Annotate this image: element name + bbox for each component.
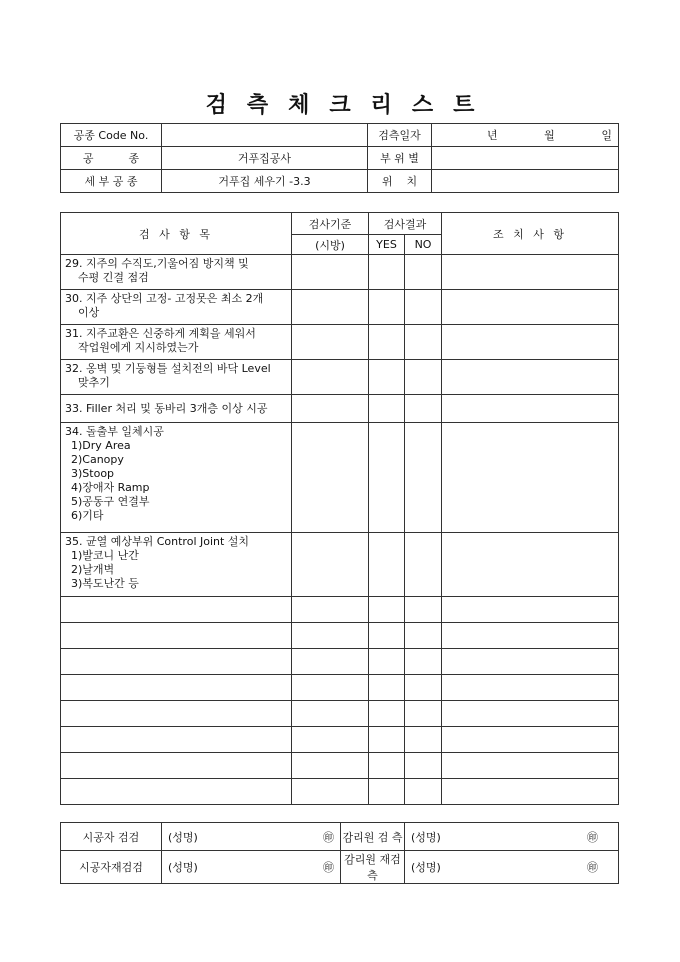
table-row: [61, 395, 619, 423]
type-label: 공 종: [61, 147, 162, 170]
title-char: 크: [329, 92, 351, 118]
code-value[interactable]: [162, 124, 368, 147]
no-cell[interactable]: [405, 533, 442, 597]
no-cell[interactable]: [405, 701, 442, 727]
col-standard-subheader: (시방): [292, 235, 369, 255]
no-cell[interactable]: [405, 779, 442, 805]
standard-cell[interactable]: [292, 325, 369, 360]
action-cell[interactable]: [442, 727, 619, 753]
checklist-table: [60, 212, 619, 805]
subtype-value[interactable]: 거푸집 세우기 -3.3: [162, 170, 368, 193]
col-no-header: NO: [405, 235, 442, 255]
title-char: 측: [246, 92, 269, 118]
standard-cell[interactable]: [292, 623, 369, 649]
table-row: [61, 753, 619, 779]
table-row: [61, 423, 619, 533]
item-subtext: 1)발코니 난간: [71, 549, 139, 562]
seal-icon: ㊞: [587, 861, 598, 874]
action-cell[interactable]: [442, 675, 619, 701]
date-year-label: 년: [487, 129, 498, 142]
yes-cell[interactable]: [369, 597, 405, 623]
no-cell[interactable]: [405, 255, 442, 290]
contractor-check-signature[interactable]: [162, 823, 341, 851]
title-char: 검: [205, 92, 227, 118]
date-label: 검측일자: [368, 124, 432, 147]
page-title: [0, 88, 680, 119]
no-cell[interactable]: [405, 675, 442, 701]
item-subtext: 작업원에게 지시하였는가: [78, 341, 199, 354]
item-cell[interactable]: [61, 753, 292, 779]
no-cell[interactable]: [405, 597, 442, 623]
standard-cell[interactable]: [292, 675, 369, 701]
item-subtext: 맞추기: [78, 376, 110, 389]
item-text: 33. Filler 처리 및 동바리 3개층 이상 시공: [65, 401, 268, 415]
item-subtext: 3)복도난간 등: [71, 577, 139, 590]
action-cell[interactable]: [442, 649, 619, 675]
standard-cell[interactable]: [292, 533, 369, 597]
date-value[interactable]: [432, 124, 619, 147]
item-cell: [61, 360, 292, 395]
table-row: [61, 597, 619, 623]
item-text: 34. 돌출부 일체시공: [65, 425, 164, 438]
item-subtext: 5)공동구 연결부: [71, 495, 150, 508]
supervisor-recheck-signature[interactable]: [405, 851, 619, 884]
standard-cell[interactable]: [292, 423, 369, 533]
item-cell: [61, 423, 292, 533]
table-row: [61, 727, 619, 753]
item-cell[interactable]: [61, 727, 292, 753]
col-yes-header: YES: [369, 235, 405, 255]
item-cell: [61, 290, 292, 325]
table-row: [61, 701, 619, 727]
contractor-recheck-signature[interactable]: [162, 851, 341, 884]
supervisor-check-label: 감리원 검 측: [341, 823, 405, 851]
standard-cell[interactable]: [292, 290, 369, 325]
title-char: 트: [453, 92, 475, 118]
standard-cell[interactable]: [292, 395, 369, 423]
item-cell: [61, 533, 292, 597]
supervisor-recheck-label: 감리원 재검측: [341, 851, 405, 884]
no-cell[interactable]: [405, 290, 442, 325]
item-subtext: 1)Dry Area: [71, 439, 131, 452]
seal-icon: ㊞: [323, 830, 334, 844]
part-value[interactable]: [432, 147, 619, 170]
action-cell[interactable]: [442, 325, 619, 360]
yes-cell[interactable]: [369, 779, 405, 805]
item-cell: [61, 255, 292, 290]
title-char: 스: [411, 92, 434, 118]
item-text: 29. 지주의 수직도,기울어짐 방지책 및: [65, 257, 249, 270]
item-cell[interactable]: [61, 597, 292, 623]
no-cell[interactable]: [405, 360, 442, 395]
table-row: [61, 623, 619, 649]
item-text: 31. 지주교환은 신중하게 계획을 세워서: [65, 327, 256, 340]
item-text: 32. 옹벽 및 기둥형틀 설치전의 바닥 Level: [65, 362, 271, 375]
action-cell[interactable]: [442, 623, 619, 649]
type-value[interactable]: 거푸집공사: [162, 147, 368, 170]
table-row: [61, 675, 619, 701]
yes-cell[interactable]: [369, 727, 405, 753]
table-row: [61, 255, 619, 290]
location-label: 위 치: [368, 170, 432, 193]
no-cell[interactable]: [405, 727, 442, 753]
table-row: [61, 290, 619, 325]
yes-cell[interactable]: [369, 533, 405, 597]
item-subtext: 3)Stoop: [71, 467, 115, 480]
seal-icon: ㊞: [323, 861, 334, 874]
table-row: [61, 325, 619, 360]
table-row: [61, 533, 619, 597]
yes-cell[interactable]: [369, 395, 405, 423]
col-result-header: 검사결과: [369, 213, 442, 235]
item-subtext: 6)기타: [71, 509, 104, 522]
header-info-table: [60, 123, 619, 193]
yes-cell[interactable]: [369, 753, 405, 779]
name-placeholder: (성명): [411, 830, 441, 844]
standard-cell[interactable]: [292, 649, 369, 675]
standard-cell[interactable]: [292, 255, 369, 290]
col-standard-header: 검사기준: [292, 213, 369, 235]
action-cell[interactable]: [442, 753, 619, 779]
standard-cell[interactable]: [292, 360, 369, 395]
standard-cell[interactable]: [292, 701, 369, 727]
yes-cell[interactable]: [369, 360, 405, 395]
title-char: 체: [288, 92, 310, 118]
item-text: 35. 균열 예상부위 Control Joint 설치: [65, 535, 250, 548]
contractor-check-label: 시공자 검검: [61, 823, 162, 851]
item-subtext: 수평 긴결 점검: [78, 271, 149, 284]
subtype-label: 세 부 공 종: [61, 170, 162, 193]
signature-table: [60, 822, 619, 884]
action-cell[interactable]: [442, 779, 619, 805]
no-cell[interactable]: [405, 395, 442, 423]
action-cell[interactable]: [442, 597, 619, 623]
no-cell[interactable]: [405, 623, 442, 649]
standard-cell[interactable]: [292, 753, 369, 779]
item-cell[interactable]: [61, 649, 292, 675]
code-label: 공종 Code No.: [61, 124, 162, 147]
seal-icon: ㊞: [587, 830, 598, 844]
title-char: 리: [370, 92, 392, 118]
yes-cell[interactable]: [369, 325, 405, 360]
yes-cell[interactable]: [369, 623, 405, 649]
item-cell[interactable]: [61, 779, 292, 805]
supervisor-check-signature[interactable]: [405, 823, 619, 851]
part-label: 부 위 별: [368, 147, 432, 170]
table-row: [61, 360, 619, 395]
name-placeholder: (성명): [168, 861, 198, 874]
yes-cell[interactable]: [369, 423, 405, 533]
standard-cell[interactable]: [292, 727, 369, 753]
item-cell[interactable]: [61, 623, 292, 649]
item-cell: [61, 325, 292, 360]
col-item-header: 검 사 항 목: [61, 213, 292, 255]
yes-cell[interactable]: [369, 255, 405, 290]
standard-cell[interactable]: [292, 597, 369, 623]
action-cell[interactable]: [442, 423, 619, 533]
action-cell[interactable]: [442, 255, 619, 290]
yes-cell[interactable]: [369, 675, 405, 701]
no-cell[interactable]: [405, 325, 442, 360]
location-value[interactable]: [432, 170, 619, 193]
standard-cell[interactable]: [292, 779, 369, 805]
action-cell[interactable]: [442, 533, 619, 597]
item-cell[interactable]: [61, 675, 292, 701]
action-cell[interactable]: [442, 395, 619, 423]
yes-cell[interactable]: [369, 649, 405, 675]
name-placeholder: (성명): [411, 861, 441, 874]
no-cell[interactable]: [405, 753, 442, 779]
item-cell[interactable]: [61, 701, 292, 727]
no-cell[interactable]: [405, 649, 442, 675]
date-month-label: 월: [544, 129, 555, 142]
no-cell[interactable]: [405, 423, 442, 533]
action-cell[interactable]: [442, 360, 619, 395]
item-cell: [61, 395, 292, 423]
item-text: 30. 지주 상단의 고정- 고정못은 최소 2개: [65, 292, 264, 305]
contractor-recheck-label: 시공자재검검: [61, 851, 162, 884]
item-subtext: 이상: [78, 306, 100, 319]
date-day-label: 일: [601, 129, 612, 142]
name-placeholder: (성명): [168, 830, 198, 844]
yes-cell[interactable]: [369, 290, 405, 325]
item-subtext: 2)Canopy: [71, 453, 124, 466]
table-row: [61, 649, 619, 675]
item-subtext: 4)장애자 Ramp: [71, 481, 150, 494]
table-row: [61, 779, 619, 805]
action-cell[interactable]: [442, 701, 619, 727]
yes-cell[interactable]: [369, 701, 405, 727]
item-subtext: 2)날개벽: [71, 563, 115, 576]
col-action-header: 조 치 사 항: [442, 213, 619, 255]
action-cell[interactable]: [442, 290, 619, 325]
